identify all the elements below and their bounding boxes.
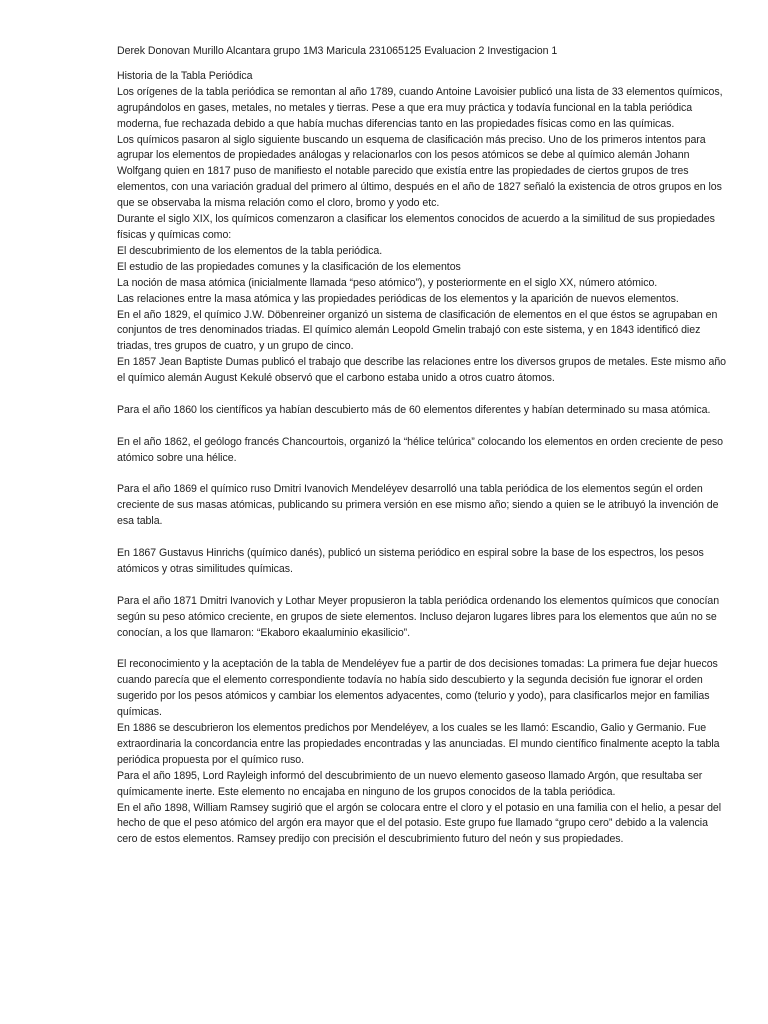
paragraph-1829: En el año 1829, el químico J.W. Döbenreiner organizó un sistema de clasificación de elementos en el que éstos se agrupaban en conjuntos de tres denominados triadas. El químico alemán Leopold Gmelin trabajó con este sistema, y en 1843 identificó diez triadas, tres grupos de cuatro, y un grupo de cinco. [117,308,718,353]
spacer [117,467,729,483]
list-item: Las relaciones entre la masa atómica y las propiedades periódicas de los elementos y la aparición de nuevos elementos. [117,292,679,305]
paragraph-1871: Para el año 1871 Dmitri Ivanovich y Lothar Meyer propusieron la tabla periódica ordenando los elementos químicos que conocían según su peso atómico creciente, en grupos de siete elementos. Incluso dejaron lugares libres para los elementos que aún no se conocían, a los que llamaron: “Ekaboro ekaaluminio ekasilicio”. [117,594,720,639]
spacer [117,60,729,69]
paragraph-1862: En el año 1862, el geólogo francés Chancourtois, organizó la “hélice telúrica” colocando los elementos en orden creciente de peso atómico sobre una hélice. [117,435,724,464]
paragraph-1898: En el año 1898, William Ramsey sugirió que el argón se colocara entre el cloro y el potasio en una familia con el helio, a pesar del hecho de que el peso atómico del argón era mayor que el del potasio. Este grupo fue llamado “grupo cero” debido a la valencia cero de estos elementos. Ramsey predijo con precisión el descubrimiento futuro del neón y sus propiedades. [117,801,722,846]
paragraph-1860: Para el año 1860 los científicos ya habían descubierto más de 60 elementos diferentes y habían determinado su masa atómica. [117,403,711,416]
paragraph-1895: Para el año 1895, Lord Rayleigh informó del descubrimiento de un nuevo elemento gaseoso llamado Argón, que resultaba ser químicamente inerte. Este elemento no encajaba en ninguno de los grupos conocidos de la tabla periódica. [117,769,703,798]
paragraph-reconocimiento: El reconocimiento y la aceptación de la tabla de Mendeléyev fue a partir de dos decisiones tomadas: La primera fue dejar huecos cuando parecía que el elemento correspondiente todavía no había sido descubierto y la segunda decisión fue ignorar el orden sugerido por los pesos atómicos y cambiar los elementos adyacentes, como (telurio y yodo), para clasificarlos mejor en familias químicas. [117,658,718,719]
document-header: Derek Donovan Murillo Alcantara grupo 1M3 Maricula 231065125 Evaluacion 2 Investigacion 1 [117,45,558,57]
list-item: El estudio de las propiedades comunes y la clasificación de los elementos [117,260,461,273]
paragraph-1886: En 1886 se descubrieron los elementos predichos por Mendeléyev, a los cuales se les llamó: Escandio, Galio y Germanio. Fue extraordinaria la concordancia entre las propiedades encontradas y las anunciadas. El mundo científico finalmente acepto la tabla periódica propuesta por el químico ruso. [117,721,720,766]
list-item: La noción de masa atómica (inicialmente llamada “peso atómico”), y posteriormente en el siglo XX, número atómico. [117,276,658,289]
list-item: El descubrimiento de los elementos de la tabla periódica. [117,244,383,257]
paragraph-siglo-xix: Durante el siglo XIX, los químicos comenzaron a clasificar los elementos conocidos de acuerdo a la similitud de sus propiedades físicas y químicas como: [117,213,715,241]
paragraph-lavoisier: Los orígenes de la tabla periódica se remontan al año 1789, cuando Antoine Lavoisier publicó una lista de 33 elementos químicos, agrupándolos en gases, metales, no metales y tierras. Pese a que era muy práctica y todavía funcional en la tabla periódica moderna, fue rechazada debido a que había muchas diferencias tanto en las propiedades físicas como en las químicas. [117,85,723,130]
paragraph-siglo-siguiente: Los químicos pasaron al siglo siguiente buscando un esquema de clasificación más preciso. Uno de los primeros intentos para agrupar los elementos de propiedades análogas y relacionarlos con los pesos atómicos se debe al químico alemán Johann Wolfgang quien en 1817 puso de manifiesto el notable parecido que existía entre las propiedades de ciertos grupos de tres elementos, con una variación gradual del primero al último, después en el año de 1827 señaló la existencia de otros grupos en los que se observaba la misma relación como el cloro, bromo y yodo etc. [117,133,722,210]
spacer [117,578,729,594]
spacer [117,530,729,546]
paragraph-1857: En 1857 Jean Baptiste Dumas publicó el trabajo que describe las relaciones entre los diversos grupos de metales. Este mismo año el químico alemán August Kekulé observó que el carbono estaba unido a otros cuatro átomos. [117,356,727,385]
document-page [117,44,729,848]
spacer [117,419,729,435]
spacer [117,641,729,657]
paragraph-1869: Para el año 1869 el químico ruso Dmitri Ivanovich Mendeléyev desarrolló una tabla periódica de los elementos según el orden creciente de sus masas atómicas, publicando su primera versión en ese mismo año; siendo a quien se le atribuyó la invención de esa tabla. [117,483,719,528]
spacer [117,387,729,403]
document-title: Historia de la Tabla Periódica [117,69,253,82]
paragraph-1867: En 1867 Gustavus Hinrichs (químico danés), publicó un sistema periódico en espiral sobre la base de los espectros, los pesos atómicos y otras similitudes químicas. [117,547,704,575]
